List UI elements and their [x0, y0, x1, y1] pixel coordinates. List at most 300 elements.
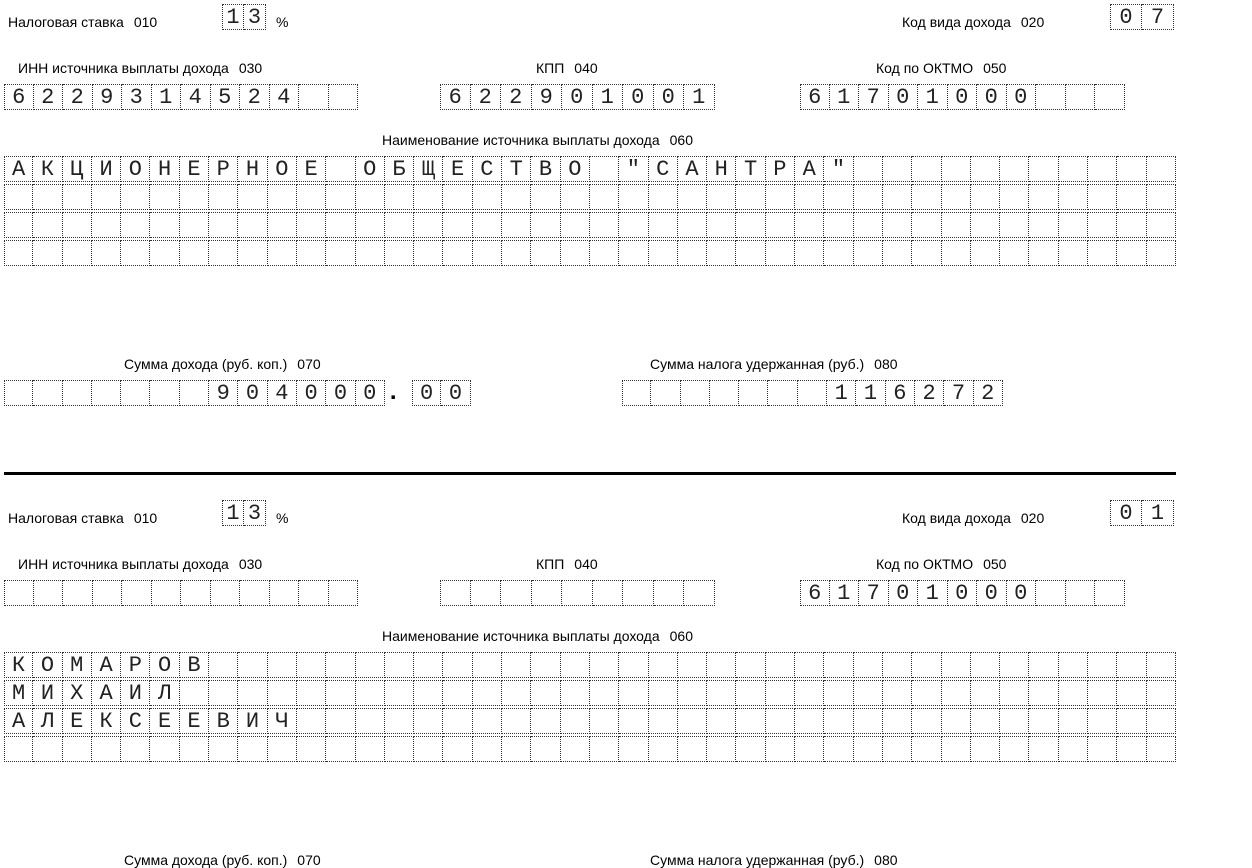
char-cell: 9 — [209, 380, 238, 406]
char-cell: 2 — [63, 84, 93, 110]
source-name-line-4[interactable] — [4, 736, 1176, 762]
char-cell — [4, 736, 33, 762]
tax-rate-label-text: Налоговая ставка — [8, 14, 124, 30]
char-cell — [1117, 652, 1146, 678]
char-cell: 2 — [915, 380, 944, 406]
char-cell — [502, 736, 531, 762]
char-cell — [942, 156, 971, 182]
char-cell — [736, 652, 765, 678]
char-cell — [501, 580, 532, 606]
char-cell — [209, 240, 238, 266]
char-cell — [561, 184, 590, 210]
income-sum-label — [124, 356, 321, 372]
char-cell: М — [4, 680, 33, 706]
kpp-label — [536, 60, 598, 76]
char-cell — [1036, 84, 1066, 110]
char-cell: 0 — [562, 84, 593, 110]
char-cell — [942, 184, 971, 210]
char-cell — [649, 736, 678, 762]
tax-sum-label — [650, 356, 898, 372]
char-cell — [1029, 680, 1058, 706]
char-cell — [854, 652, 883, 678]
tax-rate-label-code: 010 — [133, 14, 158, 30]
char-cell: Т — [502, 156, 531, 182]
char-cell — [1059, 708, 1088, 734]
char-cell — [622, 380, 651, 406]
tax-rate-label-text: Налоговая ставка — [8, 510, 124, 526]
char-cell — [824, 708, 853, 734]
char-cell: 7 — [859, 84, 889, 110]
char-cell — [440, 580, 471, 606]
char-cell — [33, 184, 62, 210]
char-cell — [414, 240, 443, 266]
char-cell: 0 — [297, 380, 326, 406]
char-cell — [736, 708, 765, 734]
char-cell — [649, 708, 678, 734]
char-cell — [326, 156, 355, 182]
char-cell — [33, 380, 62, 406]
source-name-line-1[interactable] — [4, 156, 1176, 182]
char-cell — [1029, 652, 1058, 678]
char-cell — [1000, 652, 1029, 678]
char-cell — [180, 680, 209, 706]
char-cell — [912, 212, 941, 238]
char-cell: Л — [33, 708, 62, 734]
char-cell — [883, 708, 912, 734]
char-cell — [473, 736, 502, 762]
income-sum-kop-field[interactable] — [412, 380, 471, 406]
char-cell — [297, 680, 326, 706]
char-cell — [121, 736, 150, 762]
char-cell — [912, 708, 941, 734]
char-cell — [1000, 240, 1029, 266]
char-cell — [1059, 652, 1088, 678]
char-cell — [329, 84, 359, 110]
char-cell: Т — [736, 156, 765, 182]
char-cell — [414, 652, 443, 678]
char-cell — [824, 184, 853, 210]
char-cell — [63, 212, 92, 238]
char-cell — [649, 652, 678, 678]
source-name-label — [382, 628, 693, 644]
char-cell: 1 — [1142, 500, 1174, 526]
inn-field[interactable] — [4, 580, 358, 606]
char-cell — [1029, 156, 1058, 182]
char-cell — [443, 212, 472, 238]
char-cell — [4, 380, 33, 406]
oktmo-label-text: Код по ОКТМО — [876, 556, 974, 572]
char-cell: С — [121, 708, 150, 734]
char-cell — [854, 680, 883, 706]
char-cell: 0 — [412, 380, 441, 406]
tax-sum-field[interactable] — [622, 380, 1003, 406]
char-cell — [326, 736, 355, 762]
income-kind-label-text: Код вида дохода — [902, 510, 1011, 526]
char-cell — [824, 240, 853, 266]
inn-field[interactable] — [4, 84, 358, 110]
char-cell — [707, 652, 736, 678]
char-cell — [883, 680, 912, 706]
char-cell — [678, 184, 707, 210]
char-cell — [329, 580, 359, 606]
char-cell — [766, 212, 795, 238]
char-cell — [795, 736, 824, 762]
income-kind-field[interactable] — [1110, 500, 1174, 526]
char-cell — [1059, 736, 1088, 762]
char-cell: 1 — [918, 580, 948, 606]
char-cell: 6 — [4, 84, 34, 110]
char-cell — [1147, 184, 1176, 210]
char-cell — [1059, 156, 1088, 182]
char-cell — [854, 240, 883, 266]
inn-label — [18, 556, 262, 572]
char-cell — [1088, 708, 1117, 734]
char-cell — [590, 736, 619, 762]
char-cell — [121, 380, 150, 406]
income-kind-field[interactable] — [1110, 4, 1174, 30]
char-cell — [971, 680, 1000, 706]
char-cell — [1029, 736, 1058, 762]
char-cell — [766, 652, 795, 678]
inn-label-code: 030 — [238, 556, 263, 572]
char-cell — [1088, 652, 1117, 678]
char-cell — [297, 184, 326, 210]
source-name-line-3[interactable] — [4, 212, 1176, 238]
char-cell: В — [531, 156, 560, 182]
char-cell: К — [4, 652, 33, 678]
source-name-line-1[interactable] — [4, 652, 1176, 678]
char-cell — [238, 736, 267, 762]
char-cell — [1059, 212, 1088, 238]
char-cell — [971, 156, 1000, 182]
char-cell — [33, 212, 62, 238]
char-cell — [590, 212, 619, 238]
char-cell — [473, 240, 502, 266]
tax-rate-field[interactable] — [222, 4, 266, 30]
char-cell: 7 — [1142, 4, 1174, 30]
char-cell — [1147, 156, 1176, 182]
char-cell: 0 — [889, 580, 919, 606]
char-cell — [795, 240, 824, 266]
char-cell — [443, 680, 472, 706]
char-cell — [414, 736, 443, 762]
char-cell — [34, 580, 64, 606]
tax-rate-label — [8, 14, 157, 30]
char-cell — [1117, 156, 1146, 182]
char-cell — [531, 736, 560, 762]
char-cell — [1088, 680, 1117, 706]
char-cell — [385, 184, 414, 210]
char-cell — [710, 380, 739, 406]
char-cell: А — [795, 156, 824, 182]
char-cell — [297, 652, 326, 678]
char-cell: А — [4, 708, 33, 734]
char-cell — [1117, 680, 1146, 706]
income-kind-label-code: 020 — [1020, 510, 1045, 526]
char-cell — [4, 240, 33, 266]
tax-sum-label-code: 080 — [874, 852, 898, 868]
char-cell — [1117, 240, 1146, 266]
char-cell — [649, 212, 678, 238]
char-cell: Щ — [414, 156, 443, 182]
char-cell: 5 — [211, 84, 241, 110]
char-cell — [619, 652, 648, 678]
source-name-label-text: Наименование источника выплаты дохода — [382, 628, 660, 644]
char-cell — [238, 184, 267, 210]
char-cell: 2 — [34, 84, 64, 110]
char-cell — [1147, 708, 1176, 734]
char-cell — [471, 580, 502, 606]
char-cell: 2 — [501, 84, 532, 110]
char-cell — [971, 736, 1000, 762]
char-cell — [942, 736, 971, 762]
char-cell — [590, 708, 619, 734]
char-cell — [473, 212, 502, 238]
char-cell — [531, 240, 560, 266]
char-cell — [92, 212, 121, 238]
char-cell — [502, 652, 531, 678]
char-cell: И — [238, 708, 267, 734]
char-cell: Б — [385, 156, 414, 182]
char-cell — [912, 652, 941, 678]
char-cell — [649, 240, 678, 266]
char-cell — [473, 708, 502, 734]
char-cell — [684, 580, 715, 606]
char-cell — [795, 212, 824, 238]
char-cell — [150, 380, 179, 406]
char-cell: 1 — [830, 580, 860, 606]
kpp-field[interactable] — [440, 84, 715, 110]
char-cell — [4, 212, 33, 238]
char-cell — [209, 652, 238, 678]
char-cell — [326, 184, 355, 210]
char-cell — [1029, 240, 1058, 266]
income-kind-label — [902, 14, 1044, 30]
char-cell — [766, 736, 795, 762]
char-cell — [1088, 184, 1117, 210]
char-cell — [854, 184, 883, 210]
source-name-line-2[interactable] — [4, 184, 1176, 210]
char-cell — [1000, 212, 1029, 238]
char-cell — [912, 240, 941, 266]
char-cell — [590, 156, 619, 182]
char-cell: С — [473, 156, 502, 182]
char-cell — [92, 736, 121, 762]
char-cell: О — [33, 652, 62, 678]
char-cell — [795, 184, 824, 210]
char-cell — [268, 736, 297, 762]
char-cell — [1117, 184, 1146, 210]
char-cell — [443, 184, 472, 210]
oktmo-field[interactable] — [800, 84, 1125, 110]
char-cell — [1029, 708, 1058, 734]
char-cell: 3 — [122, 84, 152, 110]
char-cell — [768, 380, 797, 406]
income-sum-label-text: Сумма дохода (руб. коп.) — [124, 356, 288, 372]
char-cell — [824, 736, 853, 762]
char-cell — [150, 184, 179, 210]
char-cell: К — [33, 156, 62, 182]
char-cell — [561, 652, 590, 678]
income-sum-rub-field[interactable] — [4, 380, 385, 406]
oktmo-label — [876, 60, 1006, 76]
char-cell: 0 — [889, 84, 919, 110]
char-cell: 1 — [593, 84, 624, 110]
char-cell — [707, 240, 736, 266]
char-cell — [240, 580, 270, 606]
source-name-line-2[interactable] — [4, 680, 1176, 706]
inn-label-text: ИНН источника выплаты дохода — [18, 60, 229, 76]
char-cell — [473, 680, 502, 706]
char-cell: 0 — [1110, 500, 1142, 526]
char-cell — [678, 212, 707, 238]
percent-sign: % — [276, 14, 289, 30]
char-cell: М — [63, 652, 92, 678]
char-cell — [1000, 708, 1029, 734]
char-cell — [121, 184, 150, 210]
char-cell: Ц — [63, 156, 92, 182]
tax-rate-field[interactable] — [222, 500, 266, 526]
oktmo-field[interactable] — [800, 580, 1125, 606]
char-cell — [561, 708, 590, 734]
char-cell: 1 — [684, 84, 715, 110]
char-cell — [299, 84, 329, 110]
char-cell — [1147, 240, 1176, 266]
char-cell — [33, 240, 62, 266]
tax-sum-label-text: Сумма налога удержанная (руб.) — [650, 852, 865, 868]
kpp-field[interactable] — [440, 580, 715, 606]
char-cell — [356, 708, 385, 734]
char-cell — [180, 184, 209, 210]
char-cell — [152, 580, 182, 606]
char-cell — [883, 156, 912, 182]
char-cell: 3 — [244, 500, 266, 526]
char-cell — [532, 580, 563, 606]
source-name-label — [382, 132, 693, 148]
char-cell — [1066, 580, 1096, 606]
char-cell — [883, 652, 912, 678]
char-cell — [180, 212, 209, 238]
char-cell — [268, 184, 297, 210]
char-cell — [739, 380, 768, 406]
char-cell: О — [121, 156, 150, 182]
char-cell — [590, 184, 619, 210]
char-cell — [1147, 736, 1176, 762]
char-cell — [707, 680, 736, 706]
char-cell — [798, 380, 827, 406]
char-cell: 6 — [800, 580, 830, 606]
char-cell: 0 — [623, 84, 654, 110]
char-cell — [1088, 240, 1117, 266]
char-cell — [854, 708, 883, 734]
char-cell — [297, 708, 326, 734]
char-cell — [63, 736, 92, 762]
char-cell — [443, 240, 472, 266]
char-cell — [649, 680, 678, 706]
char-cell — [385, 680, 414, 706]
char-cell — [443, 652, 472, 678]
char-cell — [1059, 680, 1088, 706]
char-cell: 9 — [532, 84, 563, 110]
char-cell: 9 — [93, 84, 123, 110]
char-cell — [211, 580, 241, 606]
inn-label-text: ИНН источника выплаты дохода — [18, 556, 229, 572]
char-cell — [268, 240, 297, 266]
char-cell — [473, 184, 502, 210]
source-name-line-3[interactable] — [4, 708, 1176, 734]
char-cell: А — [4, 156, 33, 182]
char-cell: 6 — [886, 380, 915, 406]
char-cell — [1059, 184, 1088, 210]
char-cell — [681, 380, 710, 406]
char-cell — [736, 680, 765, 706]
char-cell — [238, 240, 267, 266]
char-cell — [654, 580, 685, 606]
tax-rate-label — [8, 510, 157, 526]
char-cell — [385, 652, 414, 678]
char-cell — [766, 708, 795, 734]
char-cell — [883, 212, 912, 238]
char-cell — [92, 184, 121, 210]
kpp-label-text: КПП — [536, 60, 565, 76]
char-cell — [942, 240, 971, 266]
char-cell — [326, 680, 355, 706]
char-cell — [971, 184, 1000, 210]
char-cell: " — [824, 156, 853, 182]
source-name-label-code: 060 — [669, 628, 693, 644]
char-cell — [795, 708, 824, 734]
char-cell — [619, 680, 648, 706]
char-cell — [590, 652, 619, 678]
char-cell: Р — [121, 652, 150, 678]
char-cell: 2 — [471, 84, 502, 110]
char-cell — [63, 184, 92, 210]
char-cell — [651, 380, 680, 406]
char-cell — [356, 240, 385, 266]
char-cell — [1088, 212, 1117, 238]
char-cell: 4 — [181, 84, 211, 110]
char-cell: Е — [150, 708, 179, 734]
char-cell — [531, 708, 560, 734]
char-cell: О — [561, 156, 590, 182]
char-cell: 0 — [977, 580, 1007, 606]
char-cell — [326, 708, 355, 734]
char-cell — [766, 680, 795, 706]
char-cell — [1095, 84, 1125, 110]
char-cell: А — [92, 680, 121, 706]
char-cell: 0 — [1007, 84, 1037, 110]
char-cell: 1 — [856, 380, 885, 406]
income-kind-label — [902, 510, 1044, 526]
char-cell — [795, 680, 824, 706]
char-cell — [678, 652, 707, 678]
char-cell — [707, 736, 736, 762]
char-cell — [736, 736, 765, 762]
char-cell — [502, 184, 531, 210]
char-cell — [1000, 680, 1029, 706]
char-cell — [531, 680, 560, 706]
char-cell — [619, 736, 648, 762]
char-cell — [942, 708, 971, 734]
char-cell — [414, 184, 443, 210]
char-cell — [883, 184, 912, 210]
source-name-line-4[interactable] — [4, 240, 1176, 266]
char-cell — [356, 680, 385, 706]
char-cell — [590, 680, 619, 706]
char-cell — [414, 212, 443, 238]
char-cell — [238, 680, 267, 706]
char-cell — [971, 240, 1000, 266]
